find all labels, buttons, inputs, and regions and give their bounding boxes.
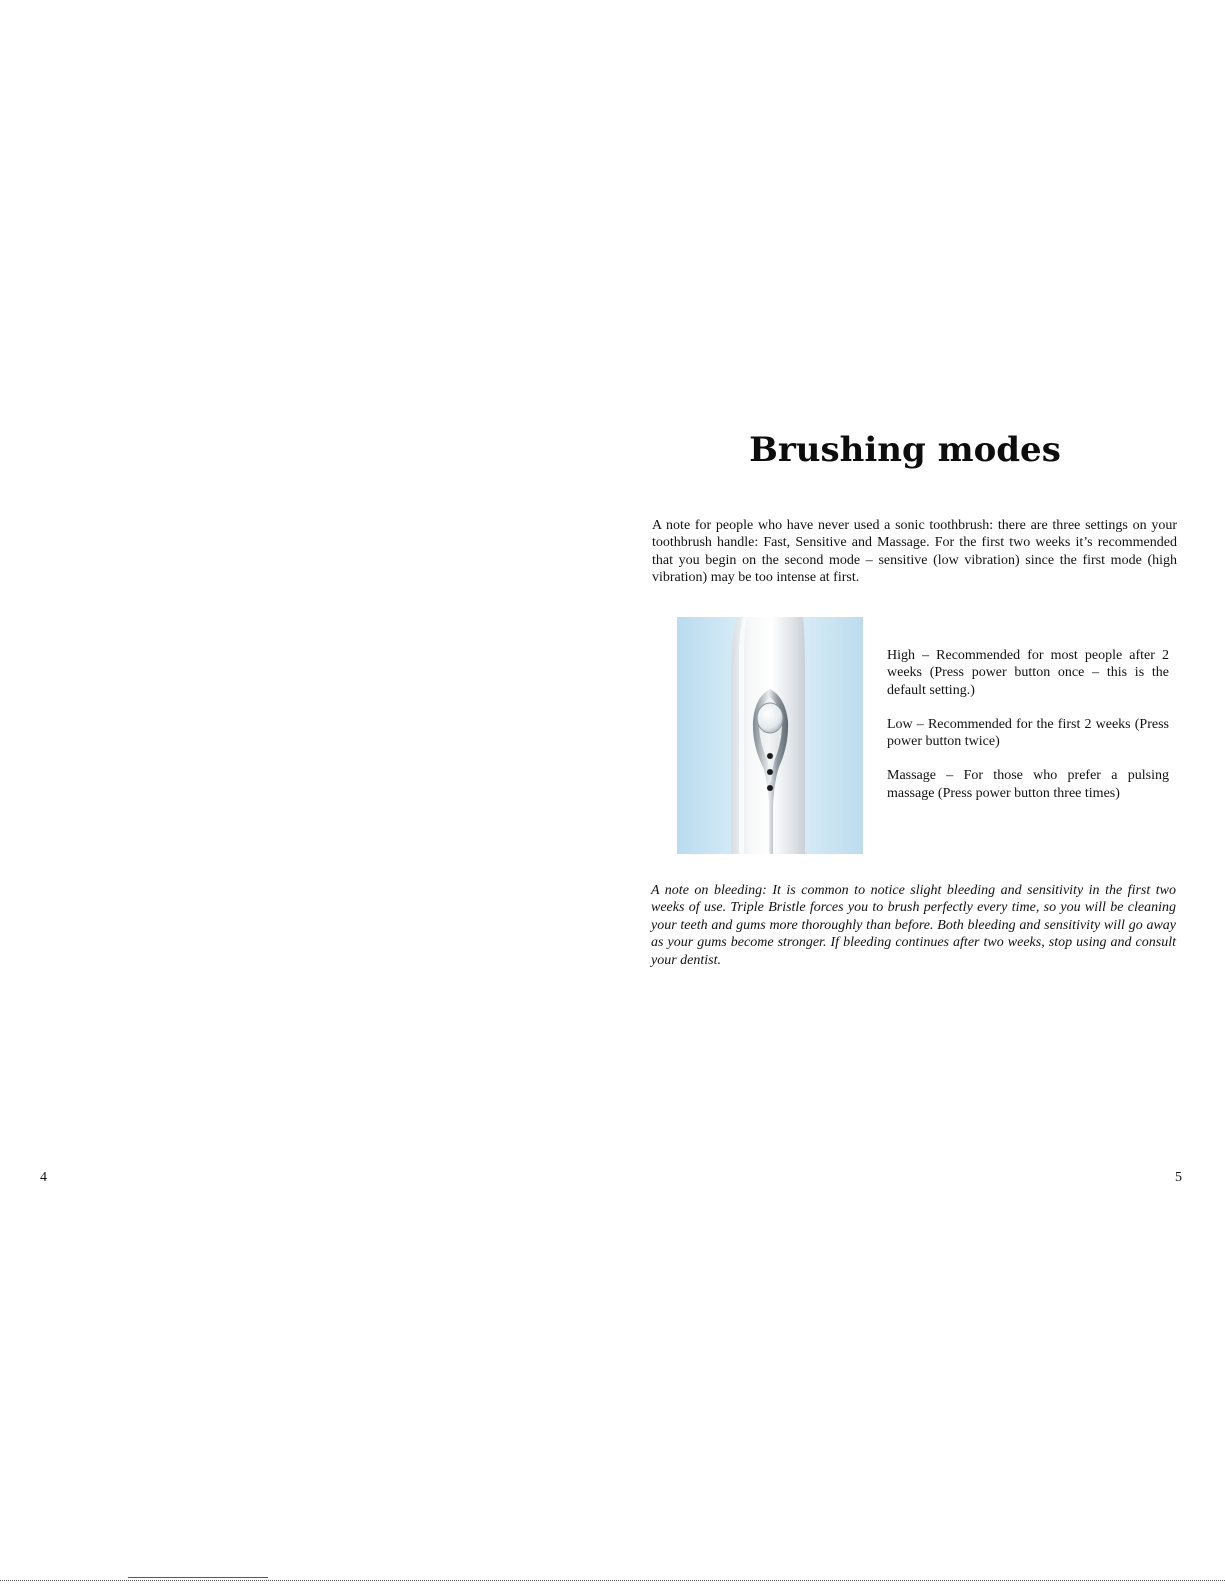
intro-paragraph: A note for people who have never used a sonic toothbrush: there are three settings on your toothbrush handle: Fast, Sensitive and Massage. For the first two weeks it’s recommended that you begin on the second mode – sensitive (low vibration) since the first mode (high vibration) may be too intense at first. xyxy=(652,518,1177,585)
toothbrush-handle-image xyxy=(677,617,863,854)
mode-massage: Massage – For those who prefer a pulsing massage (Press power button three times) xyxy=(887,768,1169,801)
bottom-link-underline xyxy=(128,1577,268,1578)
bleeding-note: A note on bleeding: It is common to notice slight bleeding and sensitivity in the first two weeks of use. Triple Bristle forces you to brush perfectly every time, so you will be cleaning your teeth and gums more thoroughly than before. Both bleeding and sensitivity will go away as your gums become stronger. If bleeding continues after two weeks, stop using and consult your dentist. xyxy=(651,883,1176,968)
mode-high: High – Recommended for most people after 2 weeks (Press power button once – this is the default setting.) xyxy=(887,648,1169,698)
mode-low: Low – Recommended for the first 2 weeks (Press power button twice) xyxy=(887,716,1169,750)
page-title: Brushing modes xyxy=(749,430,1061,470)
toothbrush-handle-illustration xyxy=(677,617,863,854)
modes-list xyxy=(887,647,1169,819)
bottom-divider xyxy=(0,1580,1225,1581)
page-number-right: 5 xyxy=(1175,1170,1182,1185)
page-number-left: 4 xyxy=(40,1170,47,1185)
